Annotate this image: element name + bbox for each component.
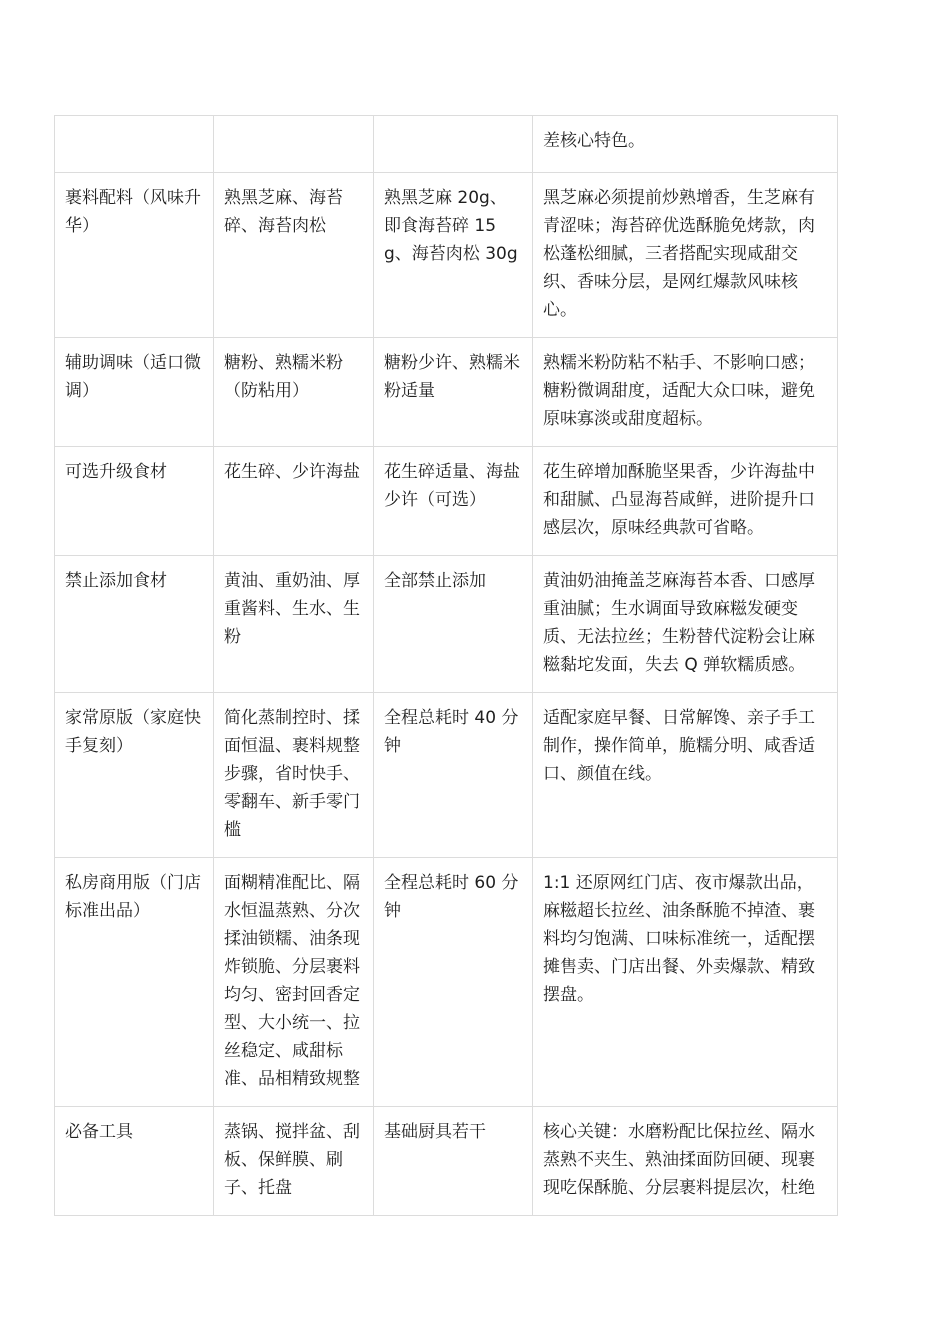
table-cell-category: 辅助调味（适口微调） — [55, 338, 214, 447]
table-cell-ingredients: 简化蒸制控时、揉面恒温、裹料规整步骤，省时快手、零翻车、新手零门槛 — [214, 693, 374, 858]
table-cell-notes: 差核心特色。 — [533, 116, 838, 173]
table-cell-amount: 基础厨具若干 — [374, 1107, 533, 1216]
table-cell-notes: 黑芝麻必须提前炒熟增香，生芝麻有青涩味；海苔碎优选酥脆免烤款，肉松蓬松细腻，三者搭配实现咸甜交织、香味分层，是网红爆款风味核心。 — [533, 173, 838, 338]
table-row — [55, 1107, 838, 1216]
table-cell-amount: 糖粉少许、熟糯米粉适量 — [374, 338, 533, 447]
table-cell-amount: 全程总耗时 60 分钟 — [374, 858, 533, 1107]
table-cell-category: 家常原版（家庭快手复刻） — [55, 693, 214, 858]
table-row — [55, 173, 838, 338]
table-cell-notes: 适配家庭早餐、日常解馋、亲子手工制作，操作简单，脆糯分明、咸香适口、颜值在线。 — [533, 693, 838, 858]
table-row — [55, 556, 838, 693]
table-cell-ingredients: 糖粉、熟糯米粉（防粘用） — [214, 338, 374, 447]
table-cell-ingredients: 黄油、重奶油、厚重酱料、生水、生粉 — [214, 556, 374, 693]
table-cell-category: 必备工具 — [55, 1107, 214, 1216]
table-cell-category: 禁止添加食材 — [55, 556, 214, 693]
table-cell-amount — [374, 116, 533, 173]
table-row — [55, 338, 838, 447]
table-cell-category: 私房商用版（门店标准出品） — [55, 858, 214, 1107]
table-cell-ingredients: 面糊精准配比、隔水恒温蒸熟、分次揉油锁糯、油条现炸锁脆、分层裹料均匀、密封回香定型、大小统一、拉丝稳定、咸甜标准、品相精致规整 — [214, 858, 374, 1107]
table-row — [55, 693, 838, 858]
table-cell-notes: 花生碎增加酥脆坚果香，少许海盐中和甜腻、凸显海苔咸鲜，进阶提升口感层次，原味经典款可省略。 — [533, 447, 838, 556]
table-row — [55, 116, 838, 173]
table-row — [55, 447, 838, 556]
table-cell-notes: 1:1 还原网红门店、夜市爆款出品，麻糍超长拉丝、油条酥脆不掉渣、裹料均匀饱满、口味标准统一，适配摆摊售卖、门店出餐、外卖爆款、精致摆盘。 — [533, 858, 838, 1107]
table-cell-amount: 花生碎适量、海盐少许（可选） — [374, 447, 533, 556]
table-cell-ingredients: 蒸锅、搅拌盆、刮板、保鲜膜、刷子、托盘 — [214, 1107, 374, 1216]
table-cell-category: 裹料配料（风味升华） — [55, 173, 214, 338]
table-cell-amount: 全程总耗时 40 分钟 — [374, 693, 533, 858]
table-cell-ingredients — [214, 116, 374, 173]
table-cell-amount: 全部禁止添加 — [374, 556, 533, 693]
table-cell-notes: 黄油奶油掩盖芝麻海苔本香、口感厚重油腻；生水调面导致麻糍发硬变质、无法拉丝；生粉替代淀粉会让麻糍黏坨发面，失去 Q 弹软糯质感。 — [533, 556, 838, 693]
table-cell-category — [55, 116, 214, 173]
recipe-table — [54, 115, 838, 1216]
table-cell-notes: 核心关键：水磨粉配比保拉丝、隔水蒸熟不夹生、熟油揉面防回硬、现裹现吃保酥脆、分层裹料提层次，杜绝 — [533, 1107, 838, 1216]
table-row — [55, 858, 838, 1107]
table-cell-category: 可选升级食材 — [55, 447, 214, 556]
table-cell-notes: 熟糯米粉防粘不粘手、不影响口感；糖粉微调甜度，适配大众口味，避免原味寡淡或甜度超标。 — [533, 338, 838, 447]
table-cell-ingredients: 熟黑芝麻、海苔碎、海苔肉松 — [214, 173, 374, 338]
table-cell-amount: 熟黑芝麻 20g、即食海苔碎 15g、海苔肉松 30g — [374, 173, 533, 338]
table-cell-ingredients: 花生碎、少许海盐 — [214, 447, 374, 556]
